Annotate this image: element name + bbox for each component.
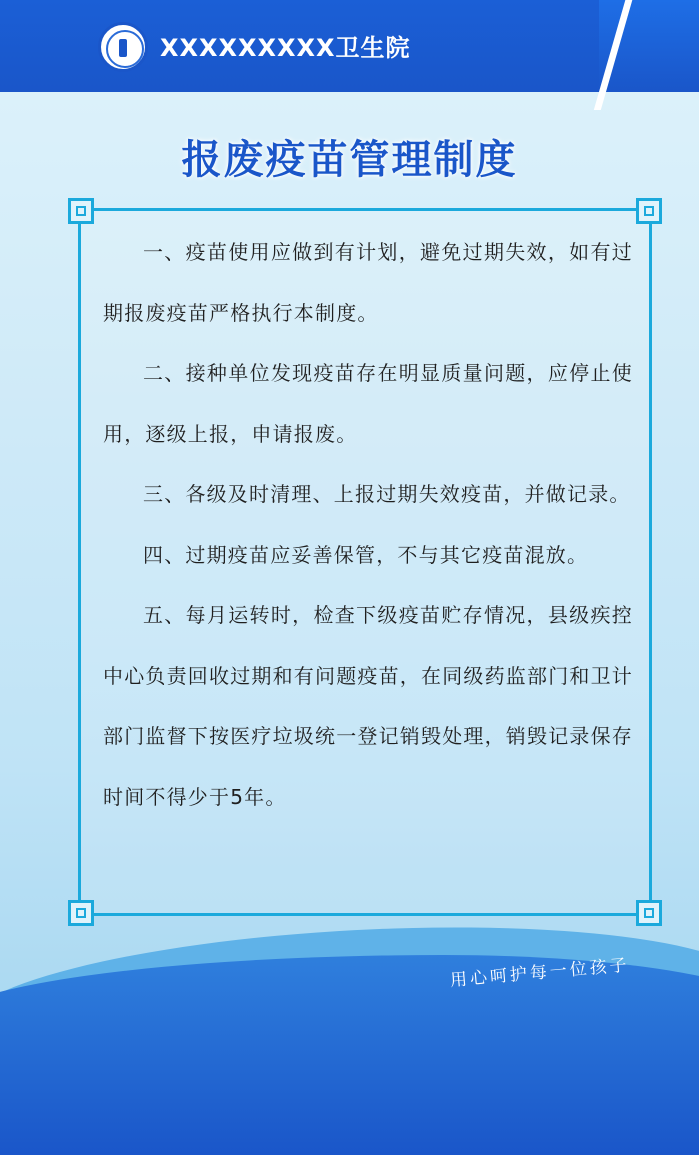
paragraph-5: 五、每月运转时，检查下级疫苗贮存情况，县级疾控中心负责回收过期和有问题疫苗，在同级药监部门和卫计部门监督下按医疗垃圾统一登记销毁处理，销毁记录保存时间不得少于5年。 [103,603,633,809]
header-banner [0,0,699,92]
hospital-logo-icon [98,22,148,72]
document-body [103,222,633,827]
frame-corner-ornament-icon [636,900,662,926]
paragraph-2: 二、接种单位发现疫苗存在明显质量问题，应停止使用，逐级上报，申请报废。 [103,361,633,446]
frame-corner-ornament-icon [636,198,662,224]
footer-slogan: 用心呵护每一位孩子 [449,955,631,991]
document-title: 报废疫苗管理制度 [181,137,518,183]
frame-corner-ornament-icon [68,198,94,224]
paragraph-1: 一、疫苗使用应做到有计划，避免过期失效，如有过期报废疫苗严格执行本制度。 [103,240,633,325]
footer-wave-front [0,955,699,1155]
hospital-name: XXXXXXXXX卫生院 [160,34,411,62]
paragraph-4: 四、过期疫苗应妥善保管，不与其它疫苗混放。 [143,542,589,567]
paragraph-3: 三、各级及时清理、上报过期失效疫苗，并做记录。 [143,482,631,506]
frame-corner-ornament-icon [68,900,94,926]
header-slash-decoration [599,0,699,92]
